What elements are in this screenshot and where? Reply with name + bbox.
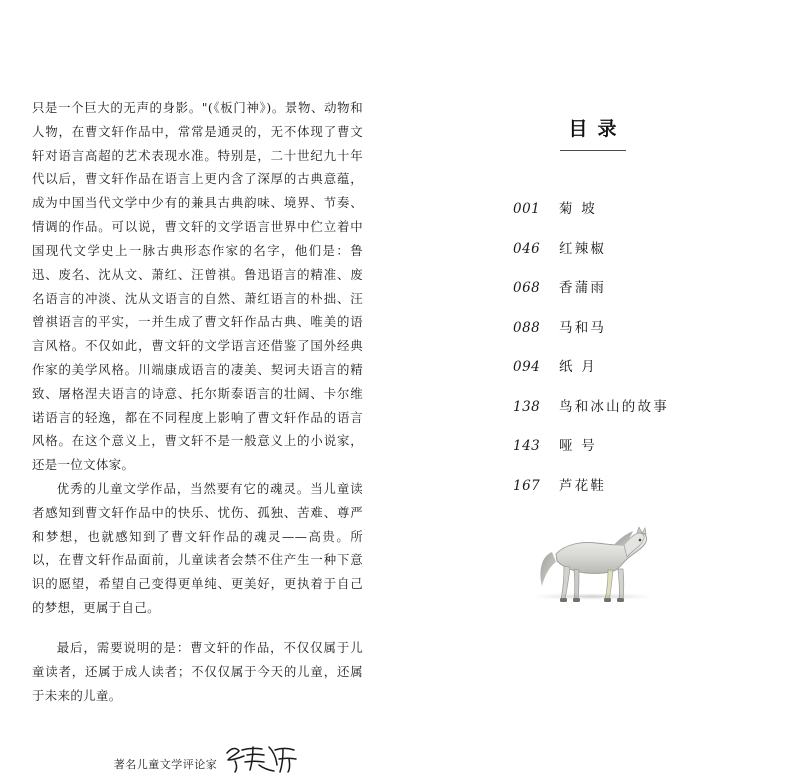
toc-chapter-title: 红辣椒	[559, 240, 607, 257]
handwritten-signature	[223, 741, 301, 775]
toc-page-number: 094	[513, 359, 541, 375]
toc-entry[interactable]	[513, 434, 750, 454]
toc-entry[interactable]	[513, 237, 750, 257]
toc-chapter-title: 纸 月	[559, 359, 597, 375]
toc-chapter-title: 芦花鞋	[559, 477, 607, 494]
toc-page-number: 068	[513, 280, 541, 296]
toc-page-number: 001	[513, 201, 541, 217]
toc-chapter-title: 鸟和冰山的故事	[559, 398, 669, 415]
toc-entry[interactable]	[513, 276, 750, 296]
ground-shadow	[533, 595, 653, 598]
toc-page-number: 167	[513, 477, 541, 494]
toc-entry[interactable]	[513, 395, 750, 415]
toc-chapter-title: 香蒲雨	[559, 280, 607, 296]
signature-block	[32, 741, 363, 775]
paragraph-1: 只是一个巨大的无声的身影。"(《板门神》)。景物、动物和人物，在曹文轩作品中，常常是通灵的，无不体现了曹文轩对语言高超的艺术表现水准。特别是，二十世纪九十年代以后，曹文轩作品在语言上更内含了深厚的古典意蕴，成为中国当代文学中少有的兼具古典韵味、境界、节奏、情调的作品。可以说，曹文轩的文学语言世界中伫立着中国现代文学史上一脉古典形态作家的名字，他们是：鲁迅、废名、沈从文、萧红、汪曾祺。鲁迅语言的精准、废名语言的冲淡、沈从文语言的自然、萧红语言的朴拙、汪曾祺语言的平实，一并生成了曹文轩作品古典、唯美的语言风格。不仅如此，曹文轩的文学语言还借鉴了国外经典作家的美学风格。川端康成语言的凄美、契诃夫语言的精致、屠格涅夫语言的诗意、托尔斯泰语言的壮阔、卡尔维诺语言的轻逸，都在不同程度上影响了曹文轩作品的语言风格。在这个意义上，曹文轩不是一般意义上的小说家，还是一位文体家。	[32, 100, 363, 473]
toc-entry[interactable]	[513, 197, 750, 217]
preface-body	[32, 96, 363, 707]
table-of-contents	[435, 197, 750, 494]
left-page	[0, 0, 395, 772]
page-title: 目录	[568, 118, 627, 140]
toc-page-number: 088	[513, 319, 541, 336]
right-page	[395, 0, 790, 640]
toc-page-number: 046	[513, 240, 541, 257]
paragraph-3: 最后，需要说明的是：曹文轩的作品，不仅仅属于儿童读者，还属于成人读者；不仅仅属于今天的儿童，还属于未来的儿童。	[32, 639, 363, 703]
toc-entry[interactable]	[513, 474, 750, 494]
paragraph-2: 优秀的儿童文学作品，当然要有它的魂灵。当儿童读者感知到曹文轩作品中的快乐、忧伤、孤独、苦难、尊严和梦想，也就感知到了曹文轩作品的魂灵——高贵。所以，在曹文轩作品面前，儿童读者会禁不住产生一种下意识的愿望，希望自己变得更单纯、更美好，更执着于自己的梦想，更属于自己。	[32, 481, 363, 616]
critic-title: 著名儿童文学评论家	[113, 758, 218, 772]
horse-illustration	[395, 512, 790, 616]
toc-page-number: 138	[513, 398, 541, 415]
title-divider	[560, 150, 626, 151]
toc-entry[interactable]	[513, 355, 750, 375]
toc-chapter-title: 哑 号	[559, 438, 597, 454]
toc-chapter-title: 菊 坡	[559, 201, 597, 217]
toc-page-number: 143	[513, 438, 541, 454]
toc-chapter-title: 马和马	[559, 319, 607, 336]
toc-entry[interactable]	[513, 316, 750, 336]
